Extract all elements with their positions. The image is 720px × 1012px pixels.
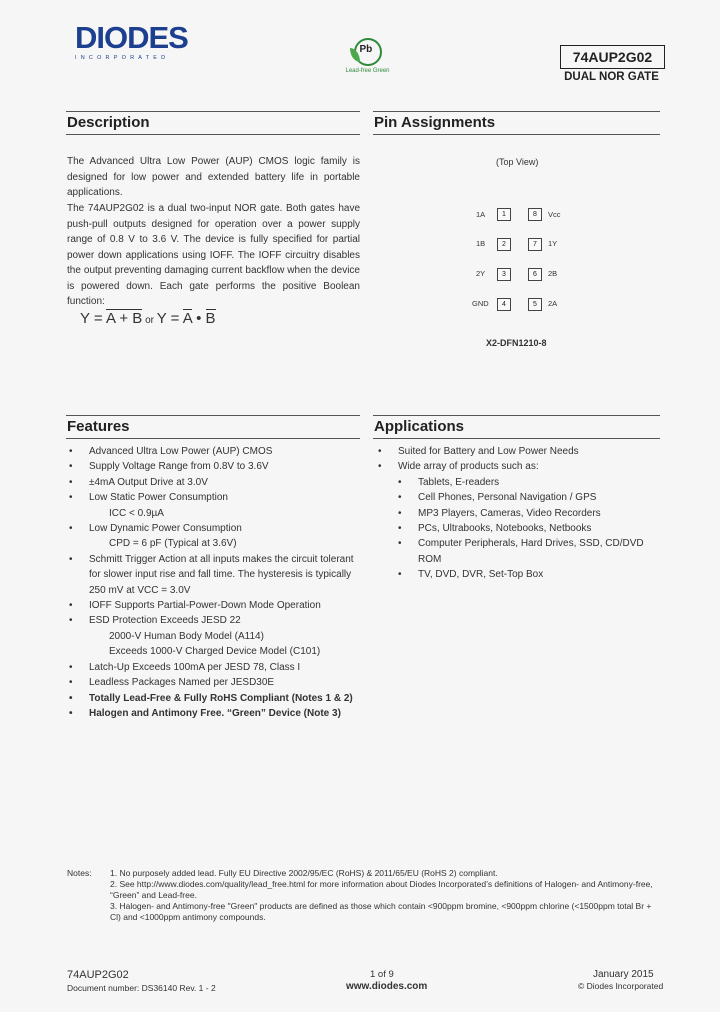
formula-and: • [191,310,206,327]
divider [373,415,660,416]
package-diagram [472,208,566,308]
divider [66,134,360,135]
footer-date: January 2015 [593,969,654,980]
divider [66,415,360,416]
feature-sub-item: CPD = 6 pF (Typical at 3.6V) [109,538,237,550]
feature-item: • Halogen and Antimony Free. “Green” Device (Note 3) [67,706,357,721]
top-view-label: (Top View) [496,157,539,167]
pin-2: 2 [497,238,511,251]
footer-copyright: © Diodes Incorporated [578,981,664,991]
feature-item: • Low Dynamic Power Consumption [67,521,357,536]
formula-or: or [142,315,157,326]
boolean-formula [80,310,216,327]
feature-item: • Advanced Ultra Low Power (AUP) CMOS [67,444,357,459]
feature-item: • Latch-Up Exceeds 100mA per JESD 78, Class I [67,660,357,675]
lead-free-badge [340,38,395,74]
feature-sub-item: Exceeds 1000-V Charged Device Model (C101) [109,646,321,658]
application-item: • Suited for Battery and Low Power Needs [376,444,663,459]
footer-website[interactable]: www.diodes.com [346,981,428,992]
description-para-1: The Advanced Ultra Low Power (AUP) CMOS logic family is designed for low power and extended battery life in portable applications. [67,156,360,198]
pin-1: 1 [497,208,511,221]
divider [373,438,660,439]
note-item: 2. See http://www.diodes.com/quality/lead_free.html for more information about Diodes Incorporated’s definitions of Halogen- and Antimony-free, “Green” and Lead-free. [110,879,653,900]
pb-free-icon [354,38,382,66]
formula-y-2: Y = [156,310,183,327]
features-list [67,444,357,721]
footer-doc-number: Document number: DS36140 Rev. 1 - 2 [67,983,216,993]
document-subtitle: DUAL NOR GATE [564,71,659,83]
pin-assignments-heading: Pin Assignments [374,114,496,131]
part-number-box: 74AUP2G02 [560,45,665,69]
formula-a-plus-b: A + B [106,310,143,327]
pin-label-gnd: GND [472,299,489,308]
pin-label-2b: 2B [548,269,558,278]
application-sub-item: • PCs, Ultrabooks, Notebooks, Netbooks [376,521,663,536]
features-heading: Features [67,418,130,435]
description-heading: Description [67,114,150,131]
feature-sub-item: 2000-V Human Body Model (A114) [109,630,264,642]
feature-item: • Schmitt Trigger Action at all inputs makes the circuit tolerant for slower input rise and fall time. The hysteresis is typically 250 mV at VCC = 3.0V [67,552,357,598]
pin-label-1y: 1Y [548,239,558,248]
pin-label-vcc: Vcc [548,210,561,219]
notes-label: Notes: [67,868,92,878]
pin-4: 4 [497,298,511,311]
package-name: X2-DFN1210-8 [486,338,547,348]
divider [373,111,660,112]
application-sub-item: • Cell Phones, Personal Navigation / GPS [376,490,663,505]
pin-label-2a: 2A [548,299,558,308]
formula-y: Y = [80,310,107,327]
feature-item: • ESD Protection Exceeds JESD 22 [67,613,357,628]
description-para-2: The 74AUP2G02 is a dual two-input NOR gate. Both gates have push-pull outputs designed for operation over a power supply range of 0.8 V to 3.6 V. The device is fully specified for partial power down applications using IOFF. The IOFF circuitry disables the output preventing damaging current backflow when the device is powered down. Each gate performs the positive Boolean function: [67,203,360,307]
logo-subtitle: INCORPORATED [75,55,170,61]
pin-label-1a: 1A [476,210,486,219]
feature-item: • Leadless Packages Named per JESD30E [67,675,357,690]
logo-word: DIODES [75,20,188,55]
pin-label-2y: 2Y [476,269,486,278]
divider [66,438,360,439]
formula-a-bar: A [182,310,192,327]
footer-part-number: 74AUP2G02 [67,969,129,981]
divider [373,134,660,135]
application-sub-item: • MP3 Players, Cameras, Video Recorders [376,506,663,521]
pin-label-1b: 1B [476,239,486,248]
application-sub-item: • TV, DVD, DVR, Set-Top Box [376,567,663,582]
pin-3: 3 [497,268,511,281]
footer-page: 1 of 9 [370,969,394,980]
pin-8: 8 [528,208,542,221]
feature-item: • ±4mA Output Drive at 3.0V [67,475,357,490]
divider [66,111,360,112]
notes-list [110,868,662,923]
pin-6: 6 [528,268,542,281]
diodes-logo [75,22,205,61]
feature-item: • Totally Lead-Free & Fully RoHS Compliant (Notes 1 & 2) [67,691,357,706]
application-item: • Wide array of products such as: [376,459,663,474]
formula-b-bar: B [205,310,216,327]
application-sub-item: • Computer Peripherals, Hard Drives, SSD, CD/DVD ROM [376,536,663,567]
applications-list [376,444,663,583]
application-sub-item: • Tablets, E-readers [376,475,663,490]
feature-sub-item: ICC < 0.9µA [109,507,164,519]
pb-symbol: Pb [359,44,373,55]
feature-item: • Low Static Power Consumption [67,490,357,505]
feature-item: • IOFF Supports Partial-Power-Down Mode Operation [67,598,357,613]
pin-7: 7 [528,238,542,251]
note-item: 3. Halogen- and Antimony-free "Green" products are defined as those which contain <900ppm bromine, <900ppm chlorine (<1500ppm total Br + Cl) and <1000ppm antimony compounds. [110,901,652,922]
lead-free-label: Lead-free Green [345,68,390,74]
applications-heading: Applications [374,418,465,435]
feature-item: • Supply Voltage Range from 0.8V to 3.6V [67,459,357,474]
pin-5: 5 [528,298,542,311]
note-item: 1. No purposely added lead. Fully EU Directive 2002/95/EC (RoHS) & 2011/65/EU (RoHS 2) compliant. [110,868,498,878]
